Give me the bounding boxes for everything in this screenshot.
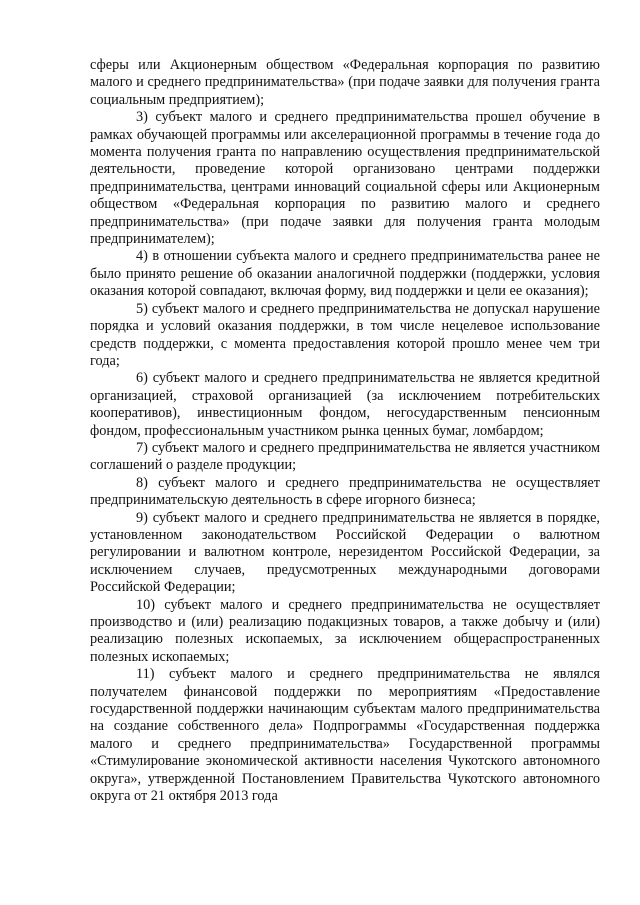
paragraph-item-4: 4) в отношении субъекта малого и среднего предпринимательства ранее не было принято решение об оказании аналогичной поддержки (поддержки, условия оказания которой совпадают, включая форму, вид поддержки и цели ее оказания); [90, 248, 600, 300]
paragraph-item-10: 10) субъект малого и среднего предпринимательства не осуществляет производство и (или) реализацию подакцизных товаров, а также добычу и (или) реализацию полезных ископаемых, за исключением общераспространенных полезных ископаемых; [90, 596, 600, 665]
document-page [90, 57, 600, 805]
paragraph-item-11: 11) субъект малого и среднего предпринимательства не являлся получателем финансовой поддержки по мероприятиям «Предоставление государственной поддержки начинающим субъектам малого предпринимательства на создание собственного дела» Подпрограммы «Государственная поддержка малого и среднего предпринимательства» Государственной программы «Стимулирование экономической активности населения Чукотского автономного округа», утвержденной Постановлением Правительства Чукотского автономного округа от 21 октября 2013 года [90, 666, 600, 805]
paragraph-item-3: 3) субъект малого и среднего предпринимательства прошел обучение в рамках обучающей программы или акселерационной программы в течение года до момента получения гранта по направлению осуществления предпринимательской деятельности, проведение которой организовано центрами поддержки предпринимательства, центрами инноваций социальной сферы или Акционерным обществом «Федеральная корпорация по развитию малого и среднего предпринимательства» (при подаче заявки для получения гранта молодым предпринимателем); [90, 109, 600, 248]
paragraph-item-7: 7) субъект малого и среднего предпринимательства не является участником соглашений о разделе продукции; [90, 439, 600, 474]
paragraph-item-6: 6) субъект малого и среднего предпринимательства не является кредитной организацией, страховой организацией (за исключением потребительских кооперативов), инвестиционным фондом, негосударственным пенсионным фондом, профессиональным участником рынка ценных бумаг, ломбардом; [90, 370, 600, 439]
paragraph-item-9: 9) субъект малого и среднего предпринимательства не является в порядке, установленном законодательством Российской Федерации о валютном регулировании и валютном контроле, нерезидентом Российской Федерации, за исключением случаев, предусмотренных международными договорами Российской Федерации; [90, 509, 600, 596]
paragraph-item-8: 8) субъект малого и среднего предпринимательства не осуществляет предпринимательскую деятельность в сфере игорного бизнеса; [90, 474, 600, 509]
paragraph-item-5: 5) субъект малого и среднего предпринимательства не допускал нарушение порядка и условий оказания поддержки, в том числе нецелевое использование средств поддержки, с момента предоставления которой прошло менее чем три года; [90, 300, 600, 369]
paragraph-continuation: сферы или Акционерным обществом «Федеральная корпорация по развитию малого и среднего предпринимательства» (при подаче заявки для получения гранта социальным предприятием); [90, 57, 600, 108]
